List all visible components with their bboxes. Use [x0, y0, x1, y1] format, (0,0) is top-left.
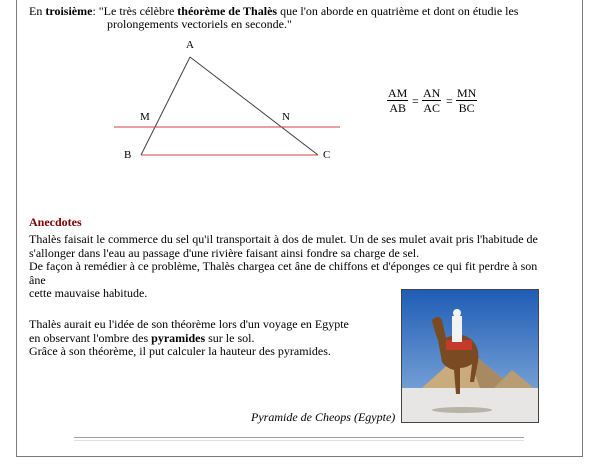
fraction-denominator: AC	[423, 101, 440, 115]
intro-line-2: prolongements vectoriels en seconde."	[107, 17, 292, 31]
rider	[452, 316, 462, 342]
photo-caption: Pyramide de Cheops (Egypte)	[251, 410, 396, 424]
photo-illustration	[402, 290, 538, 422]
pyramides-keyword: pyramides	[151, 330, 206, 345]
horizontal-divider	[74, 437, 524, 441]
fraction-numerator: MN	[457, 86, 477, 100]
fraction-denominator: BC	[458, 101, 475, 115]
thales-figure	[112, 35, 352, 165]
label-m: M	[140, 111, 150, 123]
side-ab	[141, 57, 190, 155]
camel-pyramid-photo	[401, 289, 539, 423]
intro-prefix: En	[29, 4, 46, 18]
fraction-an-ac	[422, 86, 441, 116]
sand	[402, 388, 538, 422]
fraction-denominator: AB	[389, 101, 406, 115]
fraction-numerator: AN	[423, 86, 441, 100]
triangle-diagram	[112, 35, 352, 165]
rider-head	[453, 309, 461, 317]
paragraph-line: s'allonger dans l'eau au passage d'une rivière faisant ainsi fondre sa charge de sel.	[29, 245, 420, 260]
thales-formula	[387, 86, 487, 120]
intro-text	[29, 5, 549, 31]
intro-quote-open: : "Le très célèbre	[92, 4, 178, 18]
paragraph-line: Thalès faisait le commerce du sel qu'il transportait à dos de mulet. Un de ses mulet avait pris l'habitude de	[29, 232, 538, 246]
text-run: sur le sol.	[205, 330, 255, 345]
label-b: B	[124, 149, 132, 161]
label-n: N	[282, 111, 290, 123]
text-run: en observant l'ombre des	[29, 330, 152, 345]
equals-sign: =	[446, 94, 453, 108]
fraction-mn-bc	[456, 86, 477, 116]
paragraph-line: cette mauvaise habitude.	[29, 286, 148, 300]
document-page	[16, 0, 583, 457]
fraction-am-ab	[387, 86, 408, 116]
paragraph-line: Thalès aurait eu l'idée de son théorème lors d'un voyage en Egypte	[29, 317, 349, 331]
fraction-numerator: AM	[388, 86, 408, 100]
paragraph-line	[29, 332, 389, 346]
anecdote-pyramid-paragraph	[29, 318, 389, 359]
label-a: A	[186, 39, 194, 51]
anecdotes-heading: Anecdotes	[29, 215, 82, 229]
shadow	[432, 407, 492, 413]
intro-quote-rest: que l'on aborde en quatrième et dont on étudie les	[277, 4, 519, 18]
label-c: C	[323, 149, 331, 161]
side-ac	[190, 57, 318, 155]
equals-sign: =	[412, 94, 419, 108]
intro-level: troisième	[45, 4, 93, 18]
theorem-name: théorème de Thalès	[177, 4, 278, 18]
paragraph-line: De façon à remédier à ce problème, Thalès chargea cet âne de chiffons et d'éponges ce qui fit perdre à son âne	[29, 259, 538, 287]
paragraph-line: Grâce à son théorème, il put calculer la hauteur des pyramides.	[29, 344, 331, 358]
